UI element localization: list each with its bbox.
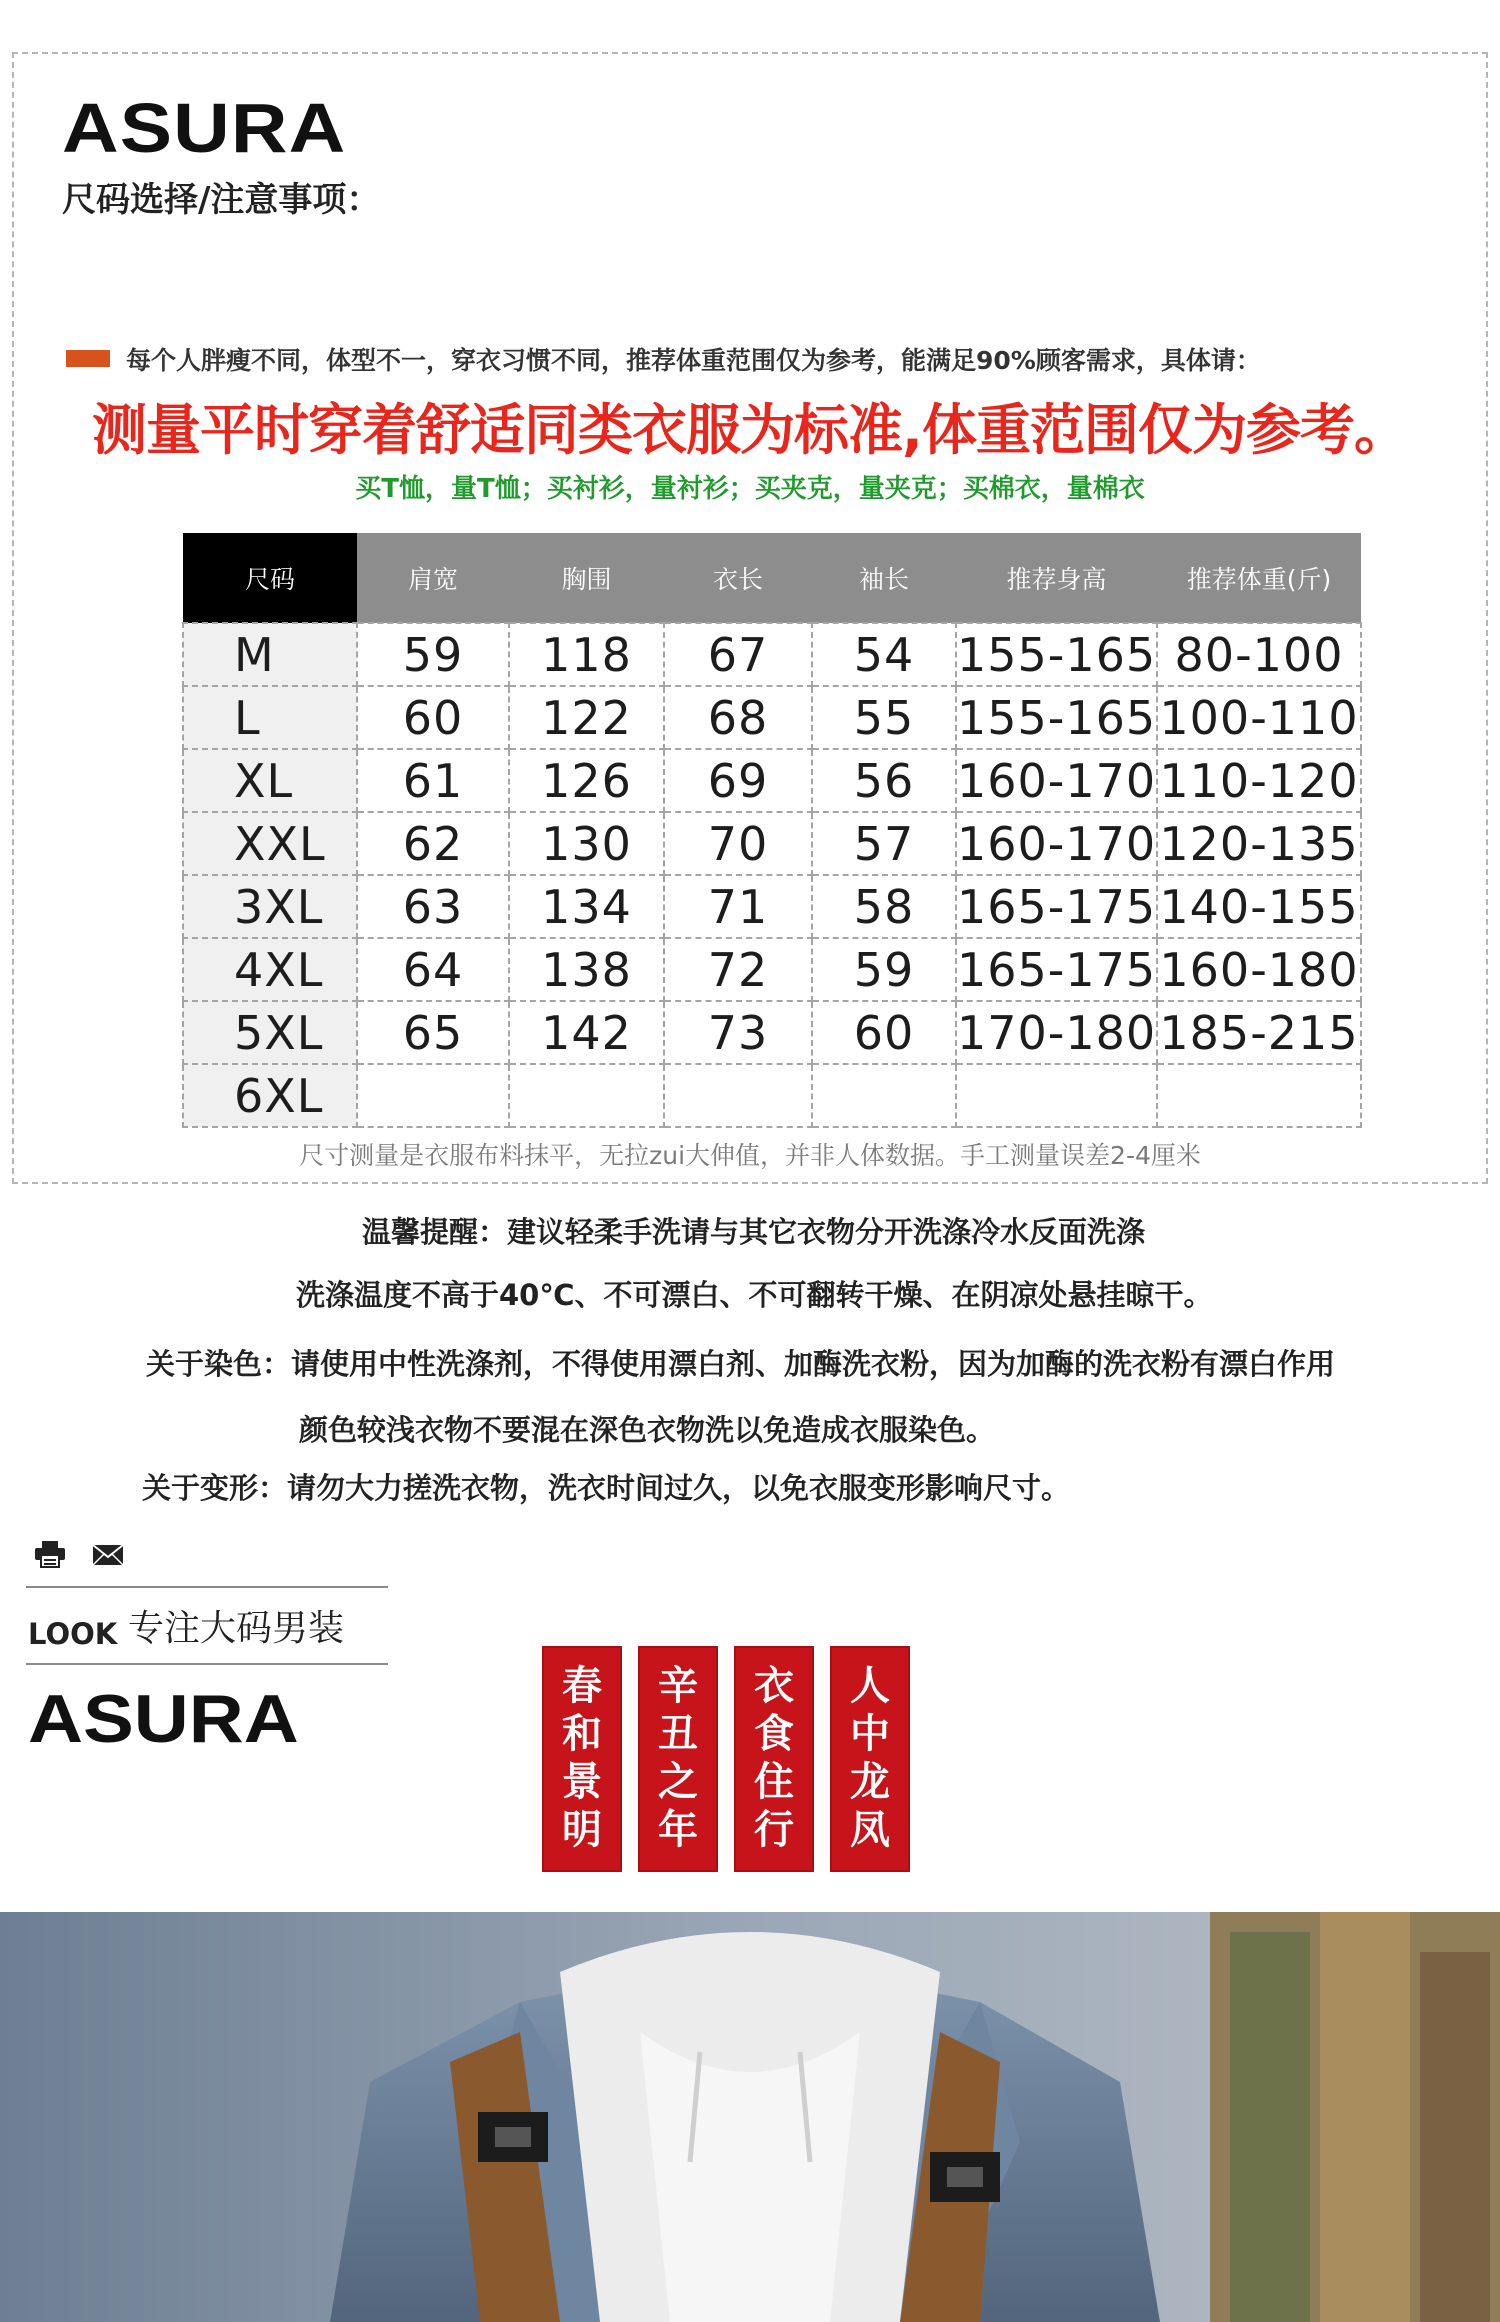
care-temperature: 洗涤温度不高于40℃、不可漂白、不可翻转干燥、在阴凉处悬挂晾干。 bbox=[296, 1278, 1213, 1312]
section-title: 尺码选择/注意事项： bbox=[62, 180, 381, 220]
table-cell bbox=[357, 1064, 509, 1127]
table-cell: 60 bbox=[357, 686, 509, 749]
header-height: 推荐身高 bbox=[956, 533, 1157, 623]
table-cell: 62 bbox=[357, 812, 509, 875]
table-cell: 122 bbox=[509, 686, 664, 749]
tagline: 专注大码男装 bbox=[128, 1608, 345, 1649]
size-cell: M bbox=[183, 623, 357, 686]
table-cell: 155-165 bbox=[956, 686, 1157, 749]
table-cell: 155-165 bbox=[956, 623, 1157, 686]
table-row bbox=[183, 938, 1361, 1001]
table-cell: 165-175 bbox=[956, 938, 1157, 1001]
table-cell: 170-180 bbox=[956, 1001, 1157, 1064]
size-cell: XL bbox=[183, 749, 357, 812]
header-chest: 胸围 bbox=[509, 533, 664, 623]
table-cell: 64 bbox=[357, 938, 509, 1001]
table-cell: 59 bbox=[812, 938, 956, 1001]
seal-banner bbox=[830, 1646, 910, 1872]
table-cell: 56 bbox=[812, 749, 956, 812]
table-row bbox=[183, 686, 1361, 749]
table-cell: 165-175 bbox=[956, 875, 1157, 938]
table-row bbox=[183, 1064, 1361, 1127]
table-cell: 160-180 bbox=[1157, 938, 1361, 1001]
size-cell: L bbox=[183, 686, 357, 749]
measurement-tip: 买T恤，量T恤；买衬衫，量衬衫；买夹克，量夹克；买棉衣，量棉衣 bbox=[355, 474, 1145, 504]
table-cell: 63 bbox=[357, 875, 509, 938]
seal-banner bbox=[638, 1646, 718, 1872]
model-photo bbox=[0, 1912, 1500, 2322]
size-cell: 4XL bbox=[183, 938, 357, 1001]
table-cell: 72 bbox=[664, 938, 812, 1001]
brand-logo: ASURA bbox=[62, 89, 347, 167]
header-sleeve: 袖长 bbox=[812, 533, 956, 623]
care-reminder: 温馨提醒：建议轻柔手洗请与其它衣物分开洗涤冷水反面洗涤 bbox=[362, 1215, 1146, 1249]
table-cell: 69 bbox=[664, 749, 812, 812]
table-cell: 130 bbox=[509, 812, 664, 875]
notice-text: 每个人胖瘦不同，体型不一，穿衣习惯不同，推荐体重范围仅为参考，能满足90%顾客需求，具体请： bbox=[126, 346, 1261, 375]
table-cell: 57 bbox=[812, 812, 956, 875]
mail-icon[interactable] bbox=[92, 1544, 124, 1566]
table-cell: 138 bbox=[509, 938, 664, 1001]
table-cell: 58 bbox=[812, 875, 956, 938]
table-cell: 67 bbox=[664, 623, 812, 686]
divider bbox=[26, 1586, 388, 1588]
print-icon[interactable] bbox=[34, 1540, 66, 1568]
size-table bbox=[182, 533, 1362, 1128]
table-cell: 134 bbox=[509, 875, 664, 938]
header-size: 尺码 bbox=[183, 533, 357, 623]
care-dyeing: 关于染色：请使用中性洗涤剂，不得使用漂白剂、加酶洗衣粉，因为加酶的洗衣粉有漂白作用 bbox=[146, 1347, 1336, 1381]
table-cell: 100-110 bbox=[1157, 686, 1361, 749]
seal-text: 人中龙凤 bbox=[850, 1662, 890, 1853]
seal-text: 春和景明 bbox=[562, 1662, 602, 1853]
table-cell: 118 bbox=[509, 623, 664, 686]
table-cell: 140-155 bbox=[1157, 875, 1361, 938]
table-row bbox=[183, 812, 1361, 875]
table-header-row bbox=[183, 533, 1361, 623]
table-cell bbox=[1157, 1064, 1361, 1127]
table-cell bbox=[956, 1064, 1157, 1127]
table-cell bbox=[509, 1064, 664, 1127]
table-cell bbox=[812, 1064, 956, 1127]
notice-bullet-icon bbox=[66, 350, 110, 367]
table-cell: 142 bbox=[509, 1001, 664, 1064]
header-length: 衣长 bbox=[664, 533, 812, 623]
care-deformation: 关于变形：请勿大力搓洗衣物，洗衣时间过久，以免衣服变形影响尺寸。 bbox=[142, 1471, 1071, 1505]
divider bbox=[26, 1663, 388, 1665]
table-cell: 59 bbox=[357, 623, 509, 686]
table-cell: 68 bbox=[664, 686, 812, 749]
brand-logo-footer: ASURA bbox=[28, 1681, 299, 1757]
table-cell: 160-170 bbox=[956, 749, 1157, 812]
size-cell: 5XL bbox=[183, 1001, 357, 1064]
size-cell: 3XL bbox=[183, 875, 357, 938]
seal-text: 辛丑之年 bbox=[658, 1662, 698, 1853]
table-cell bbox=[664, 1064, 812, 1127]
size-cell: 6XL bbox=[183, 1064, 357, 1127]
table-row bbox=[183, 749, 1361, 812]
look-label: LOOK bbox=[28, 1617, 118, 1651]
measurement-notice: 测量平时穿着舒适同类衣服为标准,体重范围仅为参考。 bbox=[92, 398, 1408, 462]
header-shoulder: 肩宽 bbox=[357, 533, 509, 623]
seal-text: 衣食住行 bbox=[754, 1662, 794, 1853]
header-weight: 推荐体重(斤) bbox=[1157, 533, 1361, 623]
table-cell: 61 bbox=[357, 749, 509, 812]
table-cell: 73 bbox=[664, 1001, 812, 1064]
table-row bbox=[183, 875, 1361, 938]
table-cell: 71 bbox=[664, 875, 812, 938]
table-cell: 60 bbox=[812, 1001, 956, 1064]
table-cell: 70 bbox=[664, 812, 812, 875]
table-cell: 65 bbox=[357, 1001, 509, 1064]
table-cell: 160-170 bbox=[956, 812, 1157, 875]
seal-banner bbox=[542, 1646, 622, 1872]
table-cell: 120-135 bbox=[1157, 812, 1361, 875]
table-cell: 126 bbox=[509, 749, 664, 812]
table-cell: 80-100 bbox=[1157, 623, 1361, 686]
table-row bbox=[183, 623, 1361, 686]
care-dyeing-detail: 颜色较浅衣物不要混在深色衣物洗以免造成衣服染色。 bbox=[299, 1413, 996, 1447]
table-cell: 55 bbox=[812, 686, 956, 749]
table-note: 尺寸测量是衣服布料抹平，无拉zui大伸值，并非人体数据。手工测量误差2-4厘米 bbox=[299, 1141, 1201, 1170]
table-cell: 110-120 bbox=[1157, 749, 1361, 812]
seal-banner bbox=[734, 1646, 814, 1872]
table-cell: 185-215 bbox=[1157, 1001, 1361, 1064]
size-cell: XXL bbox=[183, 812, 357, 875]
table-row bbox=[183, 1001, 1361, 1064]
table-cell: 54 bbox=[812, 623, 956, 686]
